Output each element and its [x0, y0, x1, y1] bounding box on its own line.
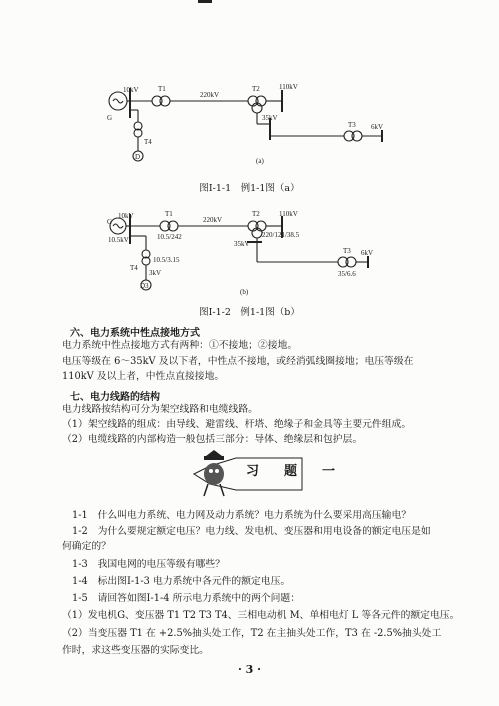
fig-a-label-35kv: 35kV — [262, 114, 278, 122]
fig-b-sublabel: (b) — [240, 288, 249, 296]
fig-a-sublabel: (a) — [256, 157, 264, 165]
top-edge-mark — [198, 0, 212, 3]
fig-a-label-d: D — [135, 153, 141, 161]
figure-b-diagram — [0, 204, 499, 300]
fig-b-label-110kv: 110kV — [279, 210, 298, 218]
fig-b-label-220kv: 220kV — [203, 216, 223, 224]
fig-a-label-t1: T1 — [158, 85, 166, 93]
fig-b-label-6kv: 6kV — [361, 249, 374, 257]
fig-a-label-10kv: 10kV — [123, 86, 139, 94]
exercise-title: 习 题 一 — [246, 464, 342, 479]
fig-b-label-t1-ratio: 10.5/242 — [157, 233, 182, 241]
section-6-para-2b: 110kV 及以上者，中性点直接接地。 — [62, 371, 225, 382]
fig-a-label-t4: T4 — [144, 138, 152, 146]
fig-b-label-t2-ratio: 220/121/38.5 — [262, 231, 300, 239]
exercise-1-5: 1-5 请回答如图Ⅰ-1-4 所示电力系统中的两个问题： — [72, 593, 300, 604]
section-7-para-2: （1）架空线路的组成：由导线、避雷线、杆塔、绝缘子和金具等主要元件组成。 — [62, 419, 412, 430]
section-6-para-1: 电力系统中性点接地方式有两种：①不接地；②接地。 — [62, 340, 298, 351]
fig-b-label-t2: T2 — [252, 210, 260, 218]
exercise-1-1: 1-1 什么叫电力系统、电力网及动力系统？电力系统为什么要采用高压输电？ — [72, 510, 412, 521]
fig-b-label-35kv: 35kV — [234, 240, 250, 248]
section-7-para-1: 电力线路按结构可分为架空线路和电缆线路。 — [62, 404, 258, 415]
figure-a-caption: 图Ⅰ-1-1 例1-1图（a） — [199, 183, 300, 194]
fig-a-label-110kv: 110kV — [279, 83, 298, 91]
fig-b-label-g: G — [107, 218, 113, 226]
fig-b-label-10kv: 10kV — [118, 212, 134, 220]
fig-b-label-t3-ratio: 35/6.6 — [338, 270, 356, 278]
fig-a-label-t2: T2 — [252, 85, 260, 93]
fig-b-label-d: D3 — [140, 282, 149, 290]
fig-a-label-g: G — [107, 114, 113, 122]
section-6-heading: 六、电力系统中性点接地方式 — [70, 328, 200, 339]
page-number: · 3 · — [238, 663, 261, 676]
figure-b-caption: 图Ⅰ-1-2 例1-1图（b） — [199, 307, 300, 318]
exercise-1-4: 1-4 标出图Ⅰ-1-3 电力系统中各元件的额定电压。 — [72, 576, 291, 587]
fig-b-label-3kv: 3kV — [149, 269, 162, 277]
fig-b-label-t4: T4 — [130, 264, 138, 272]
fig-a-label-220kv: 220kV — [200, 91, 220, 99]
exercise-1-3: 1-3 我国电网的电压等级有哪些？ — [72, 559, 225, 570]
section-7-para-3: （2）电缆线路的内部构造一般包括三部分：导体、绝缘层和包护层。 — [62, 434, 363, 445]
fig-a-label-t3: T3 — [348, 121, 356, 129]
figure-a-diagram — [0, 78, 499, 178]
exercise-1-5-q2a: （2）当变压器 T1 在 +2.5%抽头处工作，T2 在主抽头处工作，T3 在 -2.5%抽头处工 — [62, 628, 442, 639]
fig-b-label-t1: T1 — [165, 210, 173, 218]
exercise-1-2a: 1-2 为什么要规定额定电压？电力线、发电机、变压器和用电设备的额定电压是如 — [72, 526, 431, 537]
fig-b-label-t3: T3 — [343, 247, 351, 255]
fig-b-label-t4-ratio: 10.5/3.15 — [153, 256, 180, 264]
section-7-heading: 七、电力线路的结构 — [70, 392, 160, 403]
exercise-1-2b: 何确定的？ — [62, 541, 111, 552]
exercise-1-5-q1: （1）发电机G、变压器 T1 T2 T3 T4、三相电动机 M、单相电灯 L 等各元件的额定电压。 — [62, 610, 460, 621]
fig-b-label-gkv: 10.5kV — [108, 236, 129, 244]
section-6-para-2a: 电压等级在 6～35kV 及以下者，中性点不接地，或经消弧线圈接地；电压等级在 — [62, 356, 414, 367]
fig-a-label-6kv: 6kV — [371, 123, 384, 131]
exercise-1-5-q2b: 作时，求这些变压器的实际变比。 — [62, 645, 209, 656]
